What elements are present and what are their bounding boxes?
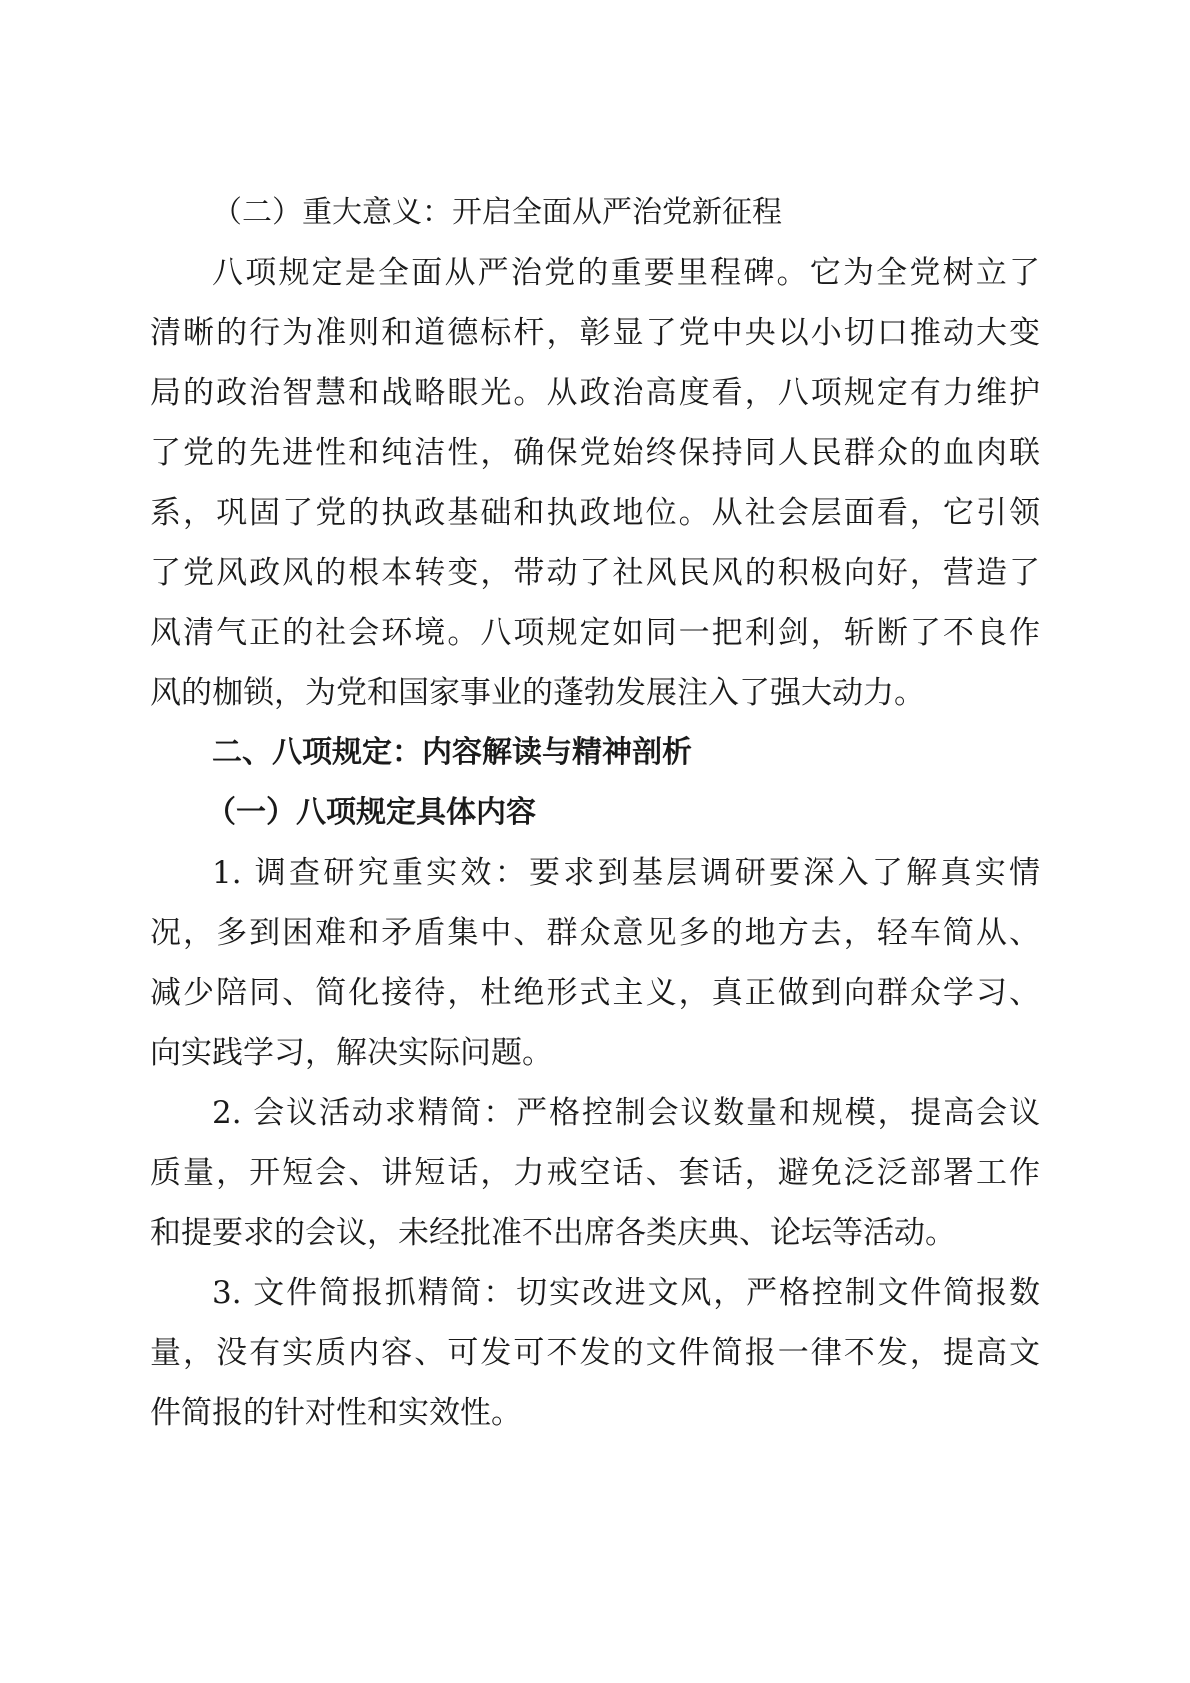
paragraph-line: 系，巩固了党的执政基础和执政地位。从社会层面看，它引领 [150, 495, 1040, 531]
list-item-meetings [150, 1083, 1040, 1263]
paragraph-line: 局的政治智慧和战略眼光。从政治高度看，八项规定有力维护 [150, 375, 1040, 411]
paragraph-line: 向实践学习，解决实际问题。 [150, 1035, 553, 1071]
paragraph-line: 和提要求的会议，未经批准不出席各类庆典、论坛等活动。 [150, 1215, 956, 1251]
paragraph-line: 了党风政风的根本转变，带动了社风民风的积极向好，营造了 [150, 555, 1040, 591]
paragraph-line: 量，没有实质内容、可发可不发的文件简报一律不发，提高文 [150, 1335, 1040, 1371]
paragraph-line: 况，多到困难和矛盾集中、群众意见多的地方去，轻车简从、 [150, 915, 1040, 951]
section-heading-significance: （二）重大意义：开启全面从严治党新征程 [212, 195, 782, 230]
paragraph-line: 八项规定是全面从严治党的重要里程碑。它为全党树立了 [212, 255, 1040, 291]
paragraph-line: 2. 会议活动求精简：严格控制会议数量和规模，提高会议 [212, 1095, 1040, 1131]
paragraph-significance [150, 243, 1040, 723]
paragraph-line: 件简报的针对性和实效性。 [150, 1395, 522, 1431]
paragraph-line: 风清气正的社会环境。八项规定如同一把利剑，斩断了不良作 [150, 615, 1040, 651]
list-item-research [150, 843, 1040, 1083]
paragraph-line: 减少陪同、简化接待，杜绝形式主义，真正做到向群众学习、 [150, 975, 1040, 1011]
list-item-documents [150, 1263, 1040, 1443]
paragraph-line: 了党的先进性和纯洁性，确保党始终保持同人民群众的血肉联 [150, 435, 1040, 471]
part-heading-content-interpretation: 二、八项规定：内容解读与精神剖析 [212, 735, 692, 770]
document-body [150, 183, 1040, 1443]
paragraph-line: 1. 调查研究重实效：要求到基层调研要深入了解真实情 [212, 855, 1040, 891]
paragraph-line: 3. 文件简报抓精简：切实改进文风，严格控制文件简报数 [212, 1275, 1040, 1311]
subsection-heading-specific-content: （一）八项规定具体内容 [206, 795, 536, 830]
paragraph-line: 质量，开短会、讲短话，力戒空话、套话，避免泛泛部署工作 [150, 1155, 1040, 1191]
paragraph-line: 风的枷锁，为党和国家事业的蓬勃发展注入了强大动力。 [150, 675, 925, 711]
paragraph-line: 清晰的行为准则和道德标杆，彰显了党中央以小切口推动大变 [150, 315, 1040, 351]
